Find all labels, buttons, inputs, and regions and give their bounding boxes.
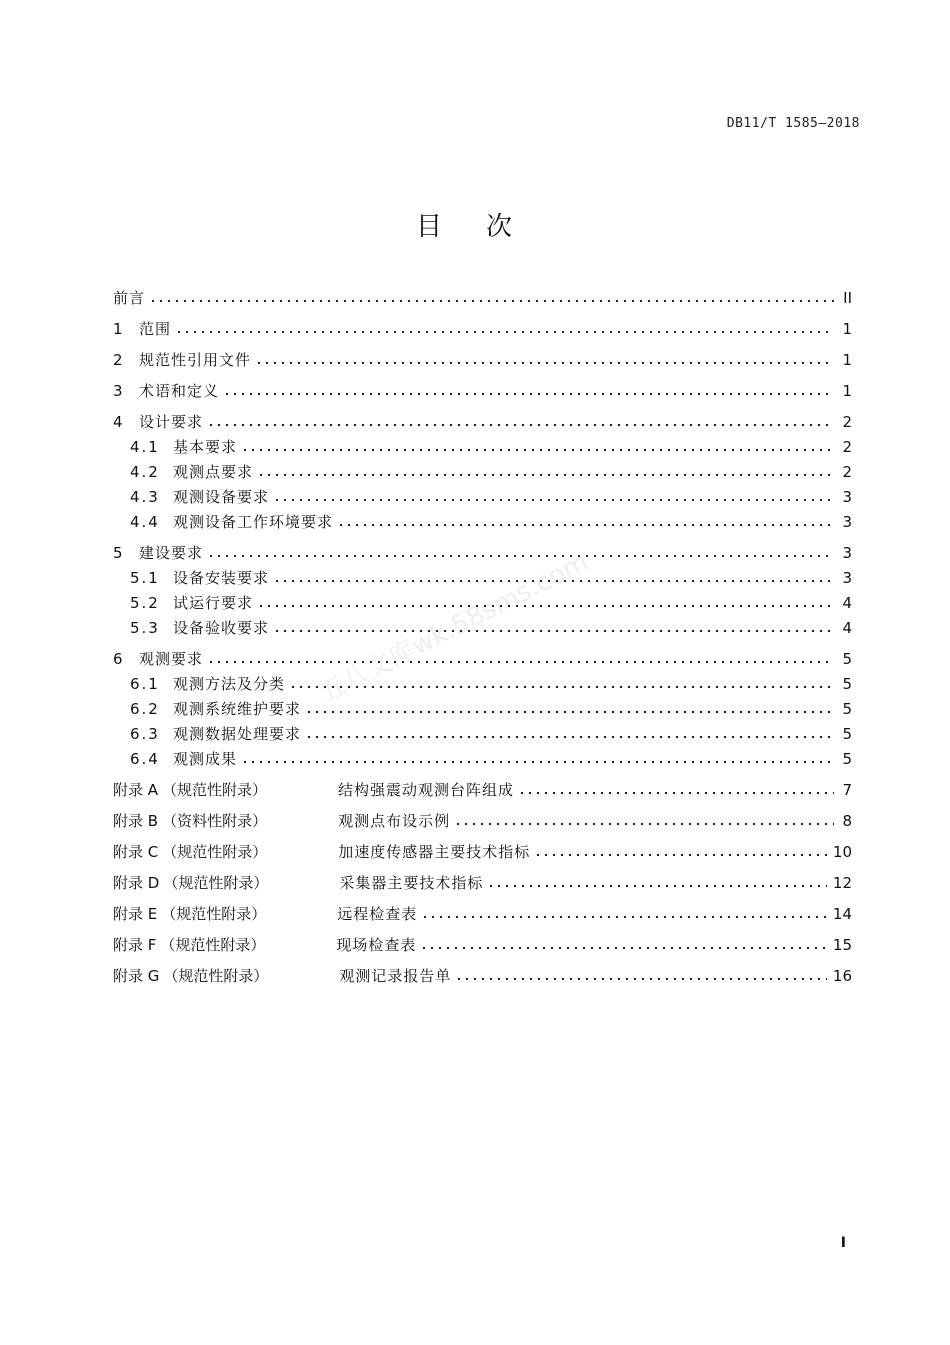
- leader-dots: [255, 352, 834, 366]
- toc-entry-number: 6.2: [130, 700, 160, 718]
- leader-dots: [305, 726, 834, 740]
- toc-entry-page: 15: [832, 936, 852, 954]
- toc-entry-page: 14: [832, 905, 852, 923]
- toc-entry-appendix-f[interactable]: [113, 935, 852, 955]
- toc-entry-number: 6.1: [130, 675, 160, 693]
- toc-entry-label: 范围: [139, 320, 172, 338]
- toc-entry-6-1[interactable]: [113, 674, 852, 694]
- toc-entry-page: 12: [832, 874, 852, 892]
- leader-dots: [241, 439, 834, 453]
- document-code: DB11/T 1585—2018: [726, 116, 860, 131]
- toc-entry-number: 6.3: [130, 725, 160, 743]
- toc-entry-5[interactable]: [113, 543, 852, 563]
- toc-entry-number: 1: [113, 320, 123, 338]
- toc-entry-5-1[interactable]: [113, 568, 852, 588]
- leader-dots: [273, 620, 834, 634]
- toc-entry-number: 6.4: [130, 750, 160, 768]
- toc-entry-5-3[interactable]: [113, 618, 852, 638]
- leader-dots: [455, 968, 826, 982]
- toc-entry-label: 结构强震动观测台阵组成: [338, 781, 515, 799]
- appendix-type: （规范性附录）: [163, 874, 269, 892]
- leader-dots: [175, 321, 834, 335]
- toc-entry-page: 4: [842, 619, 852, 637]
- toc-entry-label: 观测点要求: [173, 463, 254, 481]
- toc-entry-number: 附录 A: [113, 781, 159, 799]
- toc-entry-number: 5: [113, 544, 123, 562]
- appendix-type: （资料性附录）: [162, 812, 268, 830]
- toc-entry-page: 5: [842, 700, 852, 718]
- toc-entry-foreword[interactable]: [113, 288, 852, 308]
- leader-dots: [337, 514, 834, 528]
- toc-entry-page: 16: [832, 967, 852, 985]
- toc-entry-page: 10: [832, 843, 852, 861]
- toc-entry-page: 1: [842, 320, 852, 338]
- leader-dots: [241, 751, 834, 765]
- toc-entry-label: 试运行要求: [173, 594, 254, 612]
- toc-entry-page: 3: [842, 569, 852, 587]
- toc-entry-number: 5.2: [130, 594, 160, 612]
- toc-entry-number: 4.3: [130, 488, 160, 506]
- toc-entry-label: 观测记录报告单: [339, 967, 452, 985]
- toc-entry-label: 观测设备要求: [173, 488, 270, 506]
- toc-entry-3[interactable]: [113, 381, 852, 401]
- toc-entry-1[interactable]: [113, 319, 852, 339]
- toc-entry-4-4[interactable]: [113, 512, 852, 532]
- leader-dots: [273, 570, 834, 584]
- toc-entry-page: 5: [842, 725, 852, 743]
- leader-dots: [207, 651, 834, 665]
- leader-dots: [305, 701, 834, 715]
- toc-entry-label: 观测方法及分类: [173, 675, 286, 693]
- toc-entry-label: 观测要求: [139, 650, 204, 668]
- leader-dots: [257, 595, 834, 609]
- toc-entry-number: 4.4: [130, 513, 160, 531]
- toc-entry-number: 附录 C: [113, 843, 159, 861]
- toc-entry-page: II: [843, 289, 852, 307]
- toc-entry-4-1[interactable]: [113, 437, 852, 457]
- toc-entry-page: 2: [842, 413, 852, 431]
- toc-entry-page: 7: [842, 781, 852, 799]
- toc-entry-5-2[interactable]: [113, 593, 852, 613]
- toc-entry-label: 前言: [113, 289, 146, 307]
- toc-entry-label: 规范性引用文件: [139, 351, 252, 369]
- toc-entry-number: 3: [113, 382, 123, 400]
- toc-entry-4-2[interactable]: [113, 462, 852, 482]
- toc-entry-number: 6: [113, 650, 123, 668]
- toc-entry-page: 3: [842, 513, 852, 531]
- toc-entry-label: 基本要求: [173, 438, 238, 456]
- page-title: 目次: [415, 212, 556, 242]
- leader-dots: [273, 489, 834, 503]
- toc-entry-number: 附录 D: [113, 874, 160, 892]
- leader-dots: [420, 937, 826, 951]
- toc-entry-4-3[interactable]: [113, 487, 852, 507]
- leader-dots: [289, 676, 834, 690]
- toc-entry-label: 观测系统维护要求: [173, 700, 302, 718]
- toc-entry-6-4[interactable]: [113, 749, 852, 769]
- leader-dots: [534, 844, 827, 858]
- toc-entry-6-2[interactable]: [113, 699, 852, 719]
- leader-dots: [149, 290, 834, 304]
- toc-entry-page: 5: [842, 650, 852, 668]
- toc-entry-number: 2: [113, 351, 123, 369]
- appendix-type: （规范性附录）: [163, 967, 269, 985]
- toc-entry-appendix-e[interactable]: [113, 904, 852, 924]
- toc-entry-page: 3: [842, 544, 852, 562]
- toc-entry-number: 附录 F: [113, 936, 157, 954]
- page-number: I: [840, 1235, 846, 1251]
- toc-entry-label: 术语和定义: [139, 382, 220, 400]
- toc-entry-page: 4: [842, 594, 852, 612]
- leader-dots: [207, 414, 834, 428]
- toc-entry-6-3[interactable]: [113, 724, 852, 744]
- toc-entry-page: 3: [842, 488, 852, 506]
- toc-entry-appendix-g[interactable]: [113, 966, 852, 986]
- leader-dots: [257, 464, 834, 478]
- toc-entry-number: 附录 G: [113, 967, 160, 985]
- toc-entry-label: 观测设备工作环境要求: [173, 513, 334, 531]
- toc-entry-number: 5.1: [130, 569, 160, 587]
- toc-entry-page: 8: [842, 812, 852, 830]
- appendix-type: （规范性附录）: [162, 781, 268, 799]
- toc-entry-page: 5: [842, 675, 852, 693]
- toc-entry-page: 1: [842, 382, 852, 400]
- toc-entry-label: 采集器主要技术指标: [339, 874, 484, 892]
- toc-entry-label: 加速度传感器主要技术指标: [338, 843, 531, 861]
- appendix-type: （规范性附录）: [161, 905, 267, 923]
- toc-entry-label: 建设要求: [139, 544, 204, 562]
- toc-entry-label: 观测成果: [173, 750, 238, 768]
- toc-entry-page: 1: [842, 351, 852, 369]
- toc-entry-number: 附录 B: [113, 812, 159, 830]
- toc-entry-appendix-c[interactable]: [113, 842, 852, 862]
- toc-entry-label: 设计要求: [139, 413, 204, 431]
- toc-entry-2[interactable]: [113, 350, 852, 370]
- leader-dots: [421, 906, 827, 920]
- toc-entry-page: 2: [842, 463, 852, 481]
- leader-dots: [518, 782, 834, 796]
- appendix-type: （规范性附录）: [160, 936, 266, 954]
- toc-entry-label: 观测数据处理要求: [173, 725, 302, 743]
- leader-dots: [454, 813, 834, 827]
- toc-entry-6[interactable]: [113, 649, 852, 669]
- appendix-type: （规范性附录）: [162, 843, 268, 861]
- toc-entry-4[interactable]: [113, 412, 852, 432]
- toc-entry-page: 2: [842, 438, 852, 456]
- toc-entry-number: 4.2: [130, 463, 160, 481]
- leader-dots: [223, 383, 834, 397]
- leader-dots: [487, 875, 827, 889]
- toc-entry-label: 现场检查表: [336, 936, 417, 954]
- toc-entry-appendix-a[interactable]: [113, 780, 852, 800]
- toc-entry-page: 5: [842, 750, 852, 768]
- toc-entry-number: 5.3: [130, 619, 160, 637]
- leader-dots: [207, 545, 834, 559]
- toc-entry-label: 设备安装要求: [173, 569, 270, 587]
- toc-entry-appendix-d[interactable]: [113, 873, 852, 893]
- toc-entry-label: 远程检查表: [337, 905, 418, 923]
- toc-entry-label: 观测点布设示例: [338, 812, 451, 830]
- toc-entry-label: 设备验收要求: [173, 619, 270, 637]
- table-of-contents: [113, 288, 852, 986]
- toc-entry-number: 附录 E: [113, 905, 158, 923]
- toc-entry-number: 4: [113, 413, 123, 431]
- toc-entry-appendix-b[interactable]: [113, 811, 852, 831]
- toc-entry-number: 4.1: [130, 438, 160, 456]
